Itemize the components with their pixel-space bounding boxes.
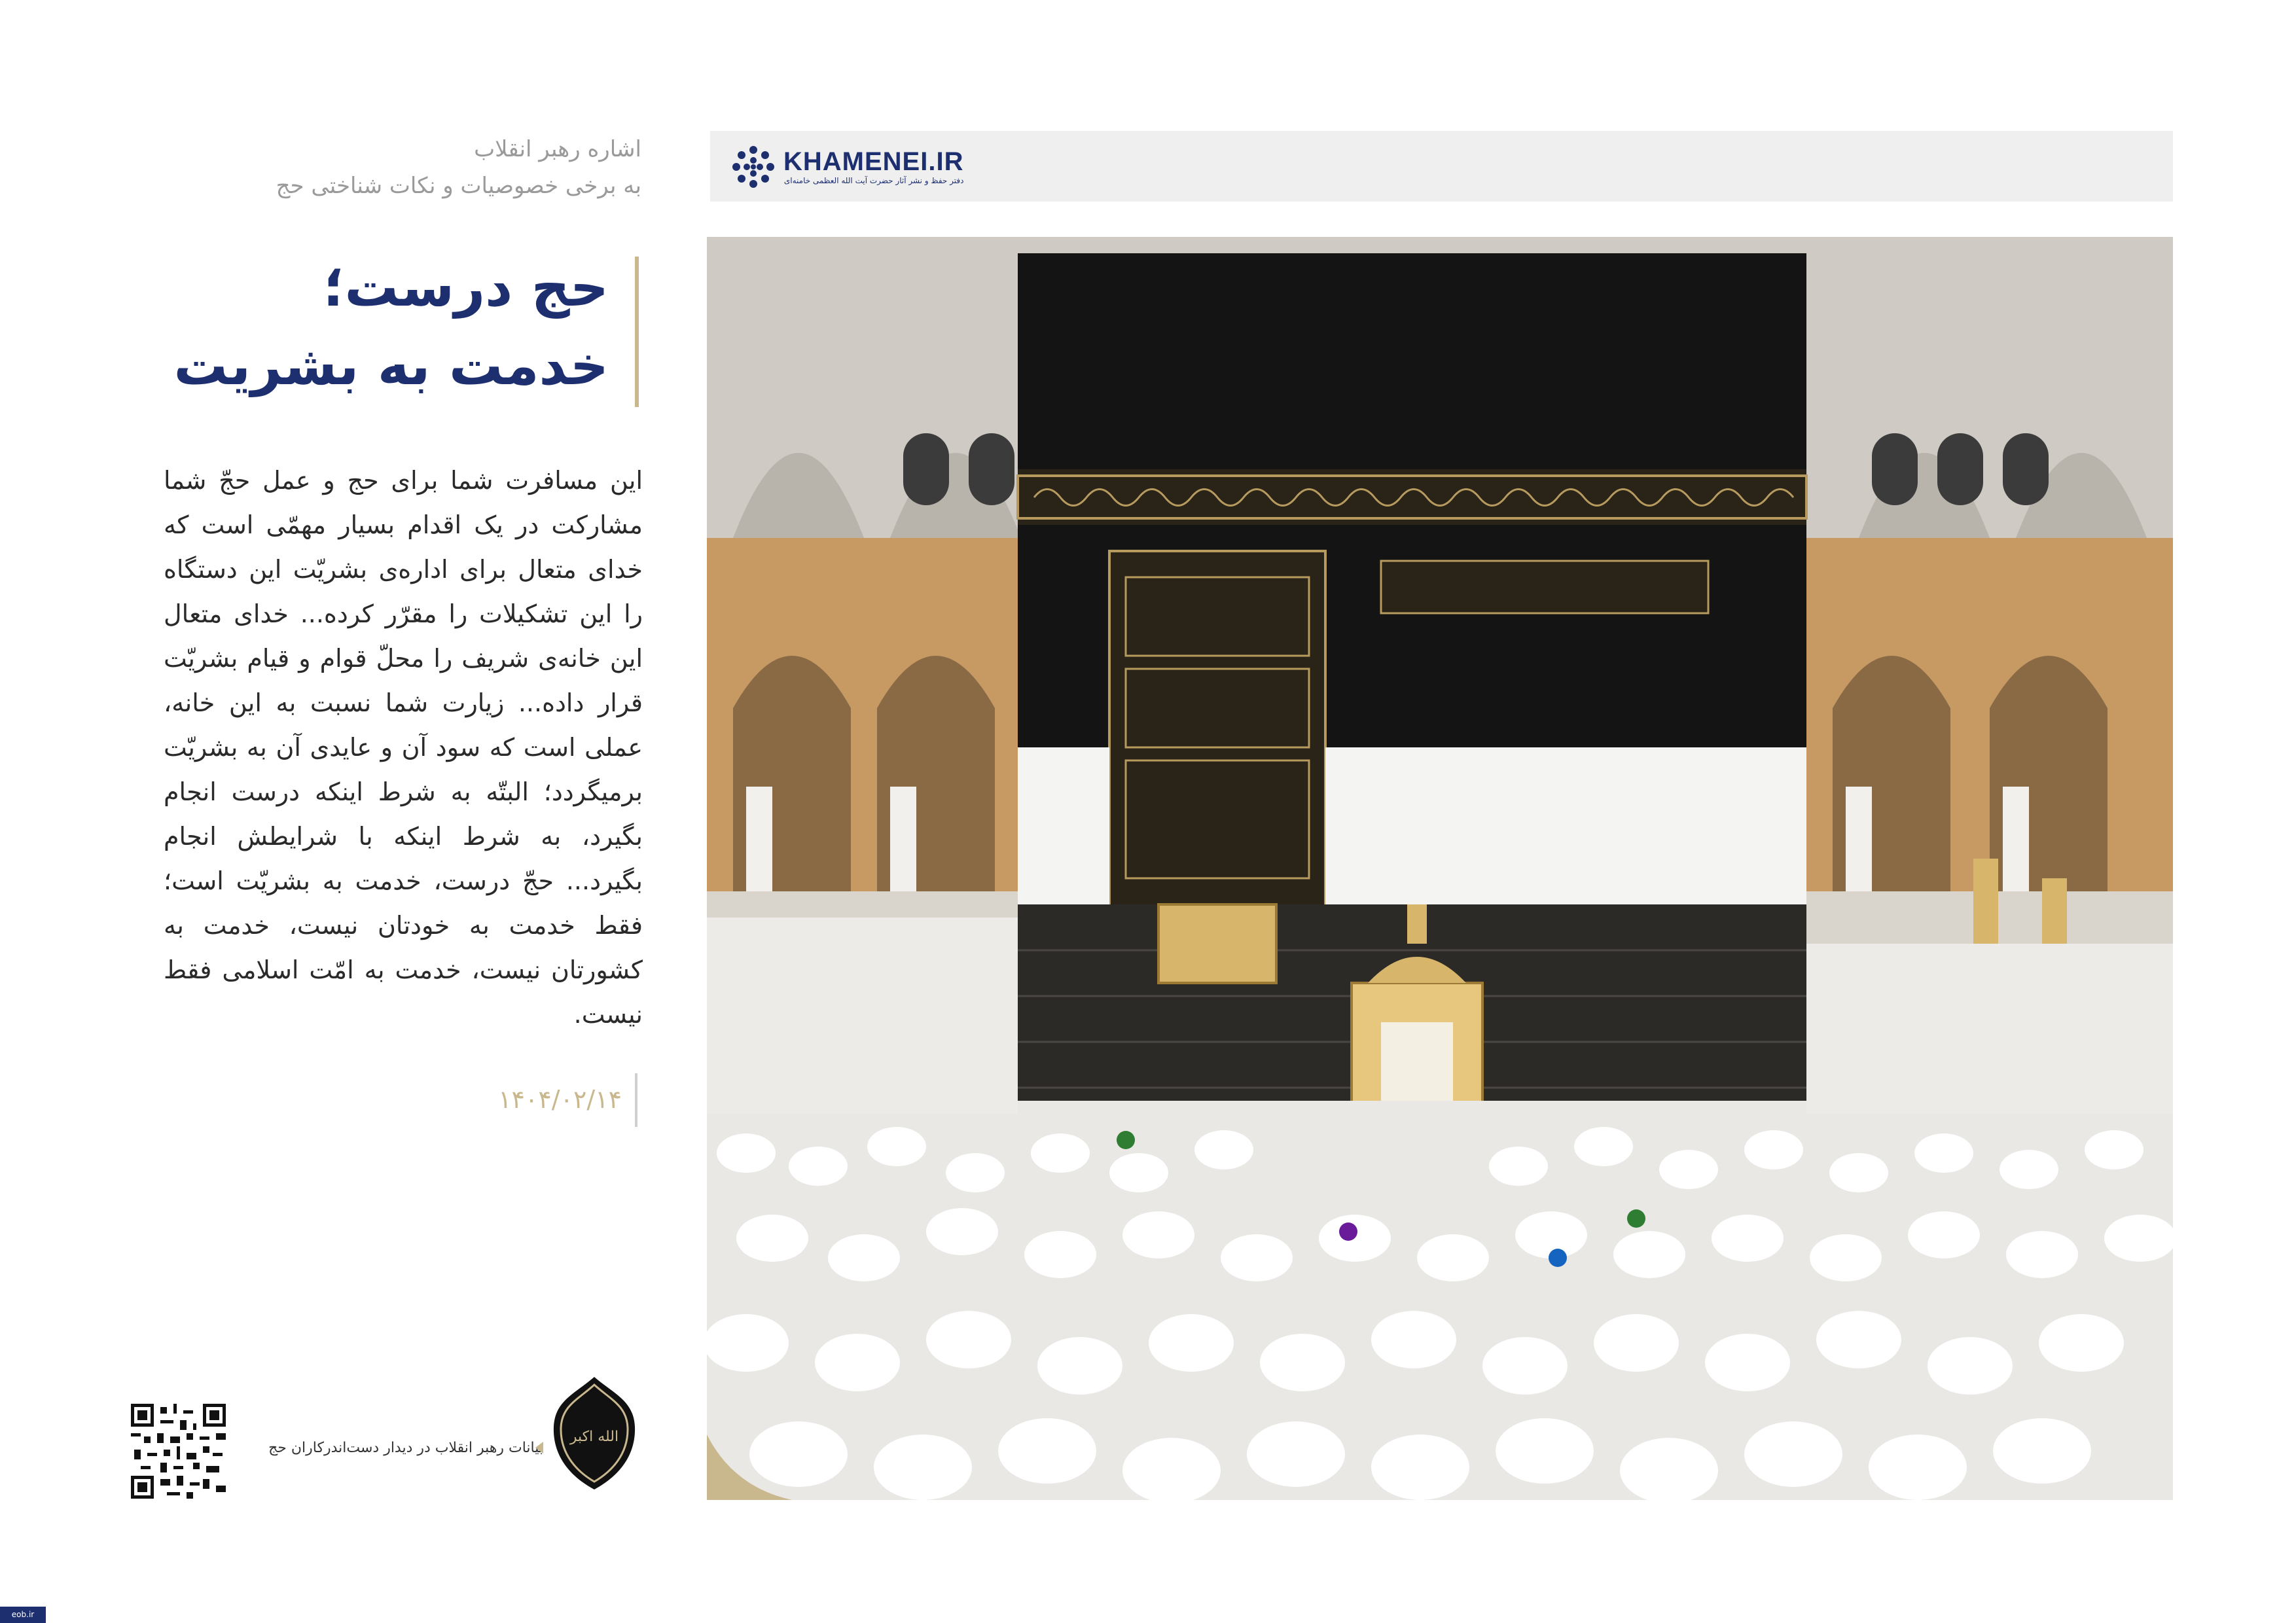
kaaba-photo [707,237,2173,1500]
qr-code-icon[interactable] [131,1404,226,1499]
corner-tag: eob.ir [0,1607,46,1623]
subtitle-line-2: به برخی خصوصیات و نکات شناختی حج [276,173,641,199]
logo-text [783,148,963,186]
date-accent-bar [635,1073,637,1127]
subtitle [249,131,641,204]
site-logo[interactable] [730,141,963,193]
page-title [131,249,648,406]
publish-date: ۱۴۰۴/۰۲/۱۴ [498,1085,622,1114]
title-line-2: خدمت به بشریت [173,335,609,397]
caption-arrow-icon [535,1442,543,1454]
quote-body: این مسافرت شما برای حج و عمل حجّ شما مشارکت در یک اقدام بسیار مهمّی است که خدای متعال برای اداره‌ی بشریّت این دستگاه را این تشکیلات را مقرّر کرده... خدای متعال این خانه‌ی شریف را محلّ قوام و قیام بشریّت قرار داده... زیارت شما نسبت به این خانه، عملی است که سود آن و عایدی آن به بشریّت برمیگردد؛ البتّه به شرط اینکه درست انجام بگیرد، به شرط اینکه با شرایطش انجام بگیرد... حجّ درست، خدمت به بشریّت است؛ فقط خدمت به خودتان نیست، خدمت به کشورتان نیست، خدمت به امّت اسلامی فقط نیست. [164,466,643,1029]
logo-tagline: دفتر حفظ و نشر آثار حضرت آیت الله العظمی خامنه‌ای [783,176,964,185]
kaaba-illustration [707,237,2173,1500]
logo-mark-icon [730,143,777,190]
source-caption: بیانات رهبر انقلاب در دیدار دست‌اندرکاران حج [268,1440,543,1456]
title-line-1: حج درست؛ [323,257,609,319]
allahu-akbar-emblem-icon [548,1374,640,1492]
emblem-text: الله اکبر [569,1429,619,1445]
logo-title: KHAMENEI.IR [783,147,964,176]
subtitle-line-1: اشاره رهبر انقلاب [474,136,641,162]
